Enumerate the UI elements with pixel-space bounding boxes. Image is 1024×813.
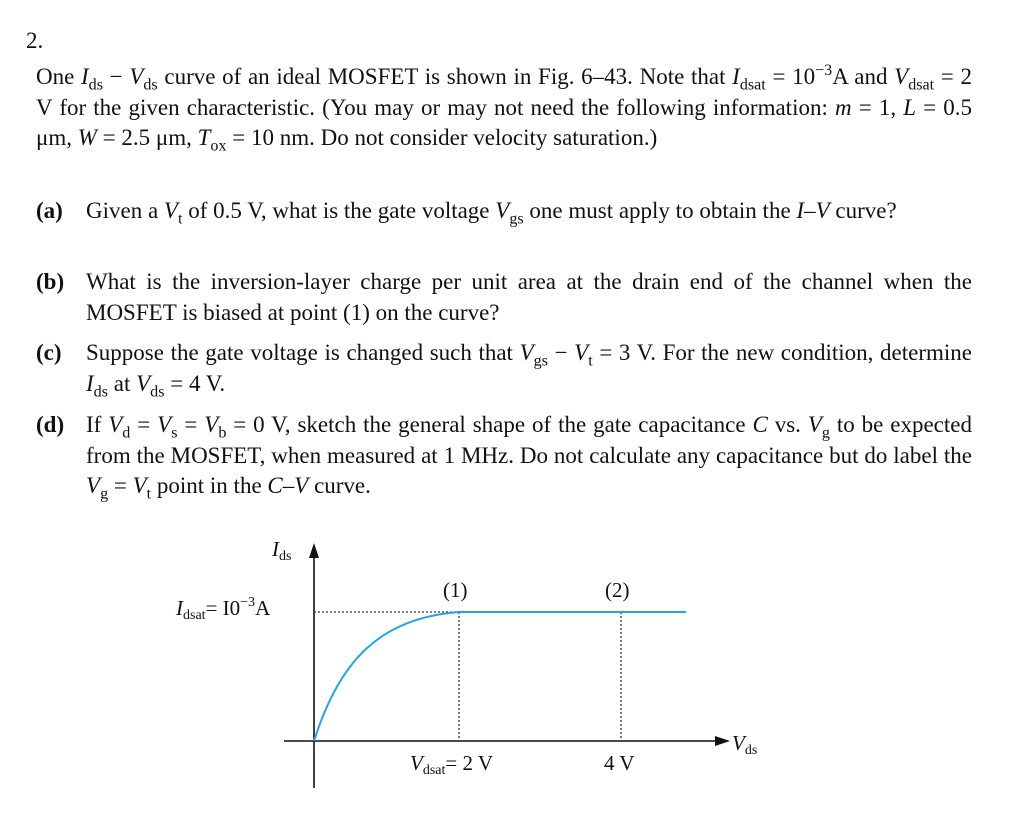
part-a-text: Given a $V_t$ of 0.5 V, what is the gate voltage $V_{gs}$ one must apply to obtain the I–V curve? [86,198,897,228]
idsat-label: Idsat= $I0^{-3}A$ [176,595,271,623]
vdsat-label: Vdsat= 2 V [410,751,494,778]
y-axis-arrow [309,543,319,558]
x-axis-arrow [715,736,730,746]
ids-vds-curve [314,612,686,741]
point1-label: (1) [443,578,468,602]
part-a-label: (a) [36,198,63,223]
part-c-text: Suppose the gate voltage is changed such that $V_{gs} - V_t = 3$ V. For the new condition, determine $I_{ds}$ at $V_{ds} = 4$ V. [86,340,973,401]
part-b-text: What is the inversion-layer charge per unit area at the drain end of the channel when the MOSFET is biased at point (1) on the curve? [86,269,972,325]
part-d-label: (d) [36,412,65,437]
part-c-label: (c) [36,340,62,365]
y-axis-label: Ids [272,537,292,564]
part-b-label: (b) [36,269,65,294]
x-axis-label: Vds [732,731,758,758]
problem-intro: One $I_{ds} - V_{ds}$ curve of an ideal MOSFET is shown in Fig. 6–43. Note that $I_{dsat} = 10^{-3}A$ and $V_{dsat} = 2$ V for the given characteristic. (You may or may not need the following information: m = 1, L = 0.5 μm, W = 2.5 μm, $T_{ox} = 10$ nm. Do not consider velocity saturation.) [36,62,972,155]
x-tick-4v-label: 4 V [604,751,635,775]
part-d-text: If $V_d = V_s = V_b = 0$ V, sketch the general shape of the gate capacitance C vs. $V_g$ to be expected from the MOSFET, when measured at 1 MHz. Do not calculate any capacitance but do label the $V_g = V_t$ point in the C–V curve. [86,412,972,503]
point2-label: (2) [605,578,630,602]
problem-number: 2. [26,28,44,53]
